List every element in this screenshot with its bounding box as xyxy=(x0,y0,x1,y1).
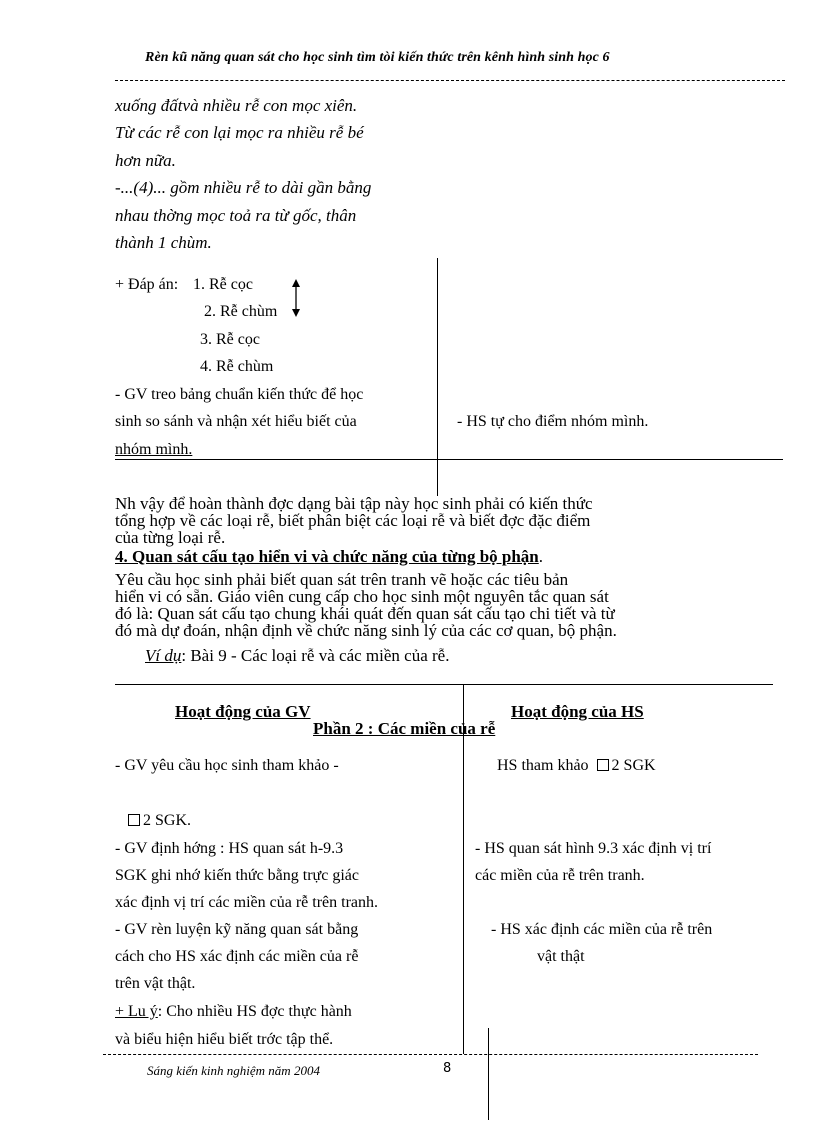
section-heading-text: 4. Quan sát cấu tạo hiển vi và chức năng của từng bộ phận xyxy=(115,547,539,566)
hs-text-line: - HS tự cho điểm nhóm mình. xyxy=(457,413,649,430)
note-line-2: và biểu hiện hiểu biết trớc tập thể. xyxy=(115,1031,334,1048)
paragraph-line: của từng loại rễ. xyxy=(115,528,226,547)
text-line: sinh so sánh và nhận xét hiểu biết của xyxy=(115,413,357,430)
gv-row: trên vật thật. xyxy=(115,975,196,992)
column-header-gv: Hoạt động của GV xyxy=(175,702,311,721)
lower-table-top-rule xyxy=(115,684,773,685)
section-heading xyxy=(115,547,543,567)
text-line: Từ các rễ con lại mọc ra nhiều rễ bé xyxy=(115,123,364,142)
paragraph-line: đó mà dự đoán, nhận định về chức năng sinh lý của các cơ quan, bộ phận. xyxy=(115,621,617,640)
note-line xyxy=(115,1003,352,1021)
section-heading-end: . xyxy=(538,547,544,566)
paragraph-line: Yêu cầu học sinh phải biết quan sát trên tranh vẽ hoặc các tiêu bản xyxy=(115,570,569,589)
footer-divider xyxy=(103,1054,758,1055)
answer-item: 4. Rễ chùm xyxy=(200,358,274,375)
gv-row: SGK ghi nhớ kiến thức bằng trực giác xyxy=(115,867,359,884)
hs-row: vật thật xyxy=(537,948,585,965)
hs-row: - HS quan sát hình 9.3 xác định vị trí xyxy=(475,840,712,857)
page-header-title: Rèn kũ năng quan sát cho học sinh tìm tòi kiến thức trên kênh hình sinh học 6 xyxy=(145,50,610,65)
footer-vertical-rule xyxy=(488,1028,489,1120)
page-number: 8 xyxy=(443,1061,452,1076)
upper-table-column-divider xyxy=(437,258,438,496)
text-line: - GV treo bảng chuẩn kiến thức để học xyxy=(115,386,364,403)
paragraph-line: tổng hợp về các loại rễ, biết phân biệt các loại rễ và biết đợc đặc điểm xyxy=(115,511,591,530)
answer-item: 1. Rễ cọc xyxy=(193,276,253,293)
lower-table-column-divider xyxy=(463,684,464,1054)
gv-row: - GV yêu cầu học sinh tham khảo - xyxy=(115,757,339,774)
text-line: xuống đấtvà nhiều rễ con mọc xiên. xyxy=(115,96,358,115)
column-header-hs: Hoạt động của HS xyxy=(511,702,644,721)
note-label: + Lu ý xyxy=(115,1003,158,1020)
answer-label: + Đáp án: xyxy=(115,276,179,293)
hs-row: các miền của rễ trên tranh. xyxy=(475,867,645,884)
text-line: hơn nữa. xyxy=(115,151,176,170)
answer-item: 3. Rễ cọc xyxy=(200,331,260,348)
header-divider xyxy=(115,80,785,81)
checkbox-icon xyxy=(128,814,140,826)
paragraph-line: Nh vậy để hoàn thành đợc dạng bài tập này học sinh phải có kiến thức xyxy=(115,494,593,513)
paragraph-line: đó là: Quan sát cấu tạo chung khái quát đến quan sát cấu tạo chi tiết và từ xyxy=(115,604,615,623)
text-line: -...(4)... gồm nhiều rễ to dài gần bằng xyxy=(115,178,372,197)
hs-row: - HS xác định các miền của rễ trên xyxy=(491,921,713,938)
checkbox-icon xyxy=(597,759,609,771)
text-line: nhau thờng mọc toả ra từ gốc, thân xyxy=(115,206,357,225)
gv-row: xác định vị trí các miền của rễ trên tranh. xyxy=(115,894,378,911)
answer-item: 2. Rễ chùm xyxy=(204,303,278,320)
example-label: Ví dụ xyxy=(145,646,182,665)
example-text: : Bài 9 - Các loại rễ và các miền của rễ. xyxy=(181,646,450,665)
gv-row: - GV định hớng : HS quan sát h-9.3 xyxy=(115,840,344,857)
gv-row: cách cho HS xác định các miền của rễ xyxy=(115,948,359,965)
gv-row-sgk: 2 SGK. xyxy=(128,812,191,830)
gv-row: - GV rèn luyện kỹ năng quan sát bằng xyxy=(115,921,359,938)
example-line xyxy=(145,647,449,664)
note-text: : Cho nhiều HS đợc thực hành xyxy=(157,1003,352,1020)
upper-table-bottom-rule xyxy=(115,459,783,460)
double-arrow-icon xyxy=(289,278,303,318)
footer-text: Sáng kiến kinh nghiệm năm 2004 xyxy=(147,1063,320,1078)
paragraph-line: hiển vi có sẵn. Giáo viên cung cấp cho học sinh một nguyên tắc quan sát xyxy=(115,587,609,606)
text-line: nhóm mình. xyxy=(115,441,193,458)
part-title: Phần 2 : Các miền của rễ xyxy=(313,719,496,738)
text-line: thành 1 chùm. xyxy=(115,233,212,252)
hs-row-reference: HS tham khảo 2 SGK xyxy=(497,757,656,774)
